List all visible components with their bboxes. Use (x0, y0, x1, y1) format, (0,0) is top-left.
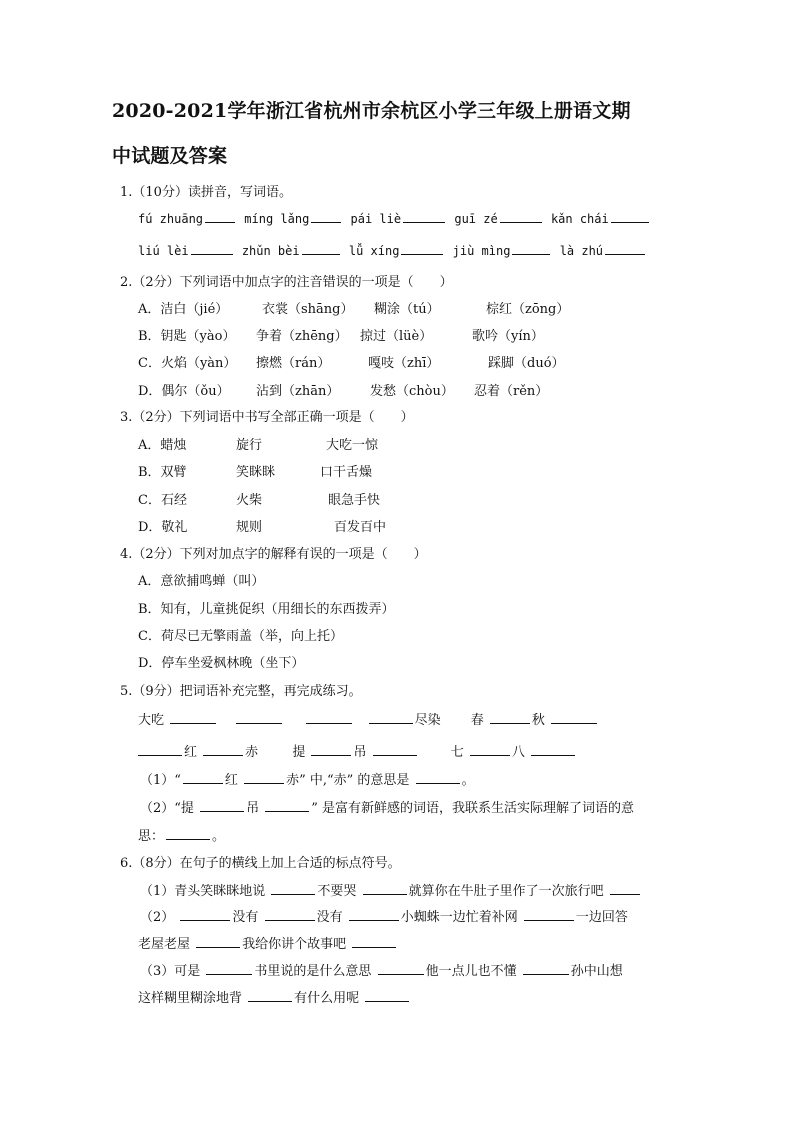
answer-blank[interactable] (605, 244, 645, 255)
idiom-part: 春 (470, 713, 484, 728)
text: 小蜘蛛一边忙着补网 (400, 910, 518, 925)
idiom-part: 红 (184, 745, 198, 760)
pinyin-item: jiù mìng (452, 244, 511, 258)
text: 没有 (316, 910, 343, 925)
option-item: 歌吟（yín） (472, 329, 544, 344)
text: 书里说的是什么意思 (254, 964, 372, 979)
q5-sub2-cont (138, 825, 225, 844)
answer-blank[interactable] (524, 910, 574, 921)
text: （1）“ (140, 773, 181, 788)
idiom-part: 七 (450, 745, 464, 760)
option-item: C．火焰（yàn） (138, 356, 237, 371)
option-item: 擦燃（rán） (256, 356, 331, 371)
option-item: 大吃一惊 (326, 438, 379, 453)
idiom-part: 尽染 (414, 713, 441, 728)
answer-blank[interactable] (490, 713, 530, 724)
answer-blank[interactable] (352, 937, 396, 948)
text: 吊 (246, 801, 260, 816)
text: ” 是富有新鲜感的词语，我联系生活实际理解了词语的意 (311, 801, 634, 816)
q3-option-c[interactable] (138, 489, 380, 508)
pinyin-item: kǎn chái (550, 212, 609, 226)
pinyin-item: guī zé (454, 212, 498, 226)
text: 。 (461, 773, 475, 788)
text: （1）青头笑眯眯地说 (140, 884, 266, 899)
answer-blank[interactable] (523, 964, 569, 975)
q2-option-c[interactable] (138, 352, 565, 371)
answer-blank[interactable] (416, 773, 460, 784)
q3-option-d[interactable] (138, 516, 386, 535)
text: 赤” 中,“赤” 的意思是 (286, 773, 410, 788)
text: （2） (140, 910, 175, 925)
answer-blank[interactable] (311, 212, 341, 223)
pinyin-item: pái liè (350, 212, 402, 226)
text: 就算你在牛肚子里作了一次旅行吧 (408, 884, 604, 899)
answer-blank[interactable] (349, 910, 399, 921)
q4-option-d[interactable]: D．停车坐爱枫林晚（坐下） (138, 656, 305, 671)
idiom-part: 八 (511, 745, 525, 760)
answer-blank[interactable] (205, 212, 235, 223)
answer-blank[interactable] (531, 745, 575, 756)
text: 不要哭 (317, 884, 357, 899)
q4-option-b[interactable]: B．知有，儿童挑促织（用细长的东西拨弄） (138, 602, 395, 617)
idiom-part: 吊 (353, 745, 367, 760)
q1-heading: 1.（10分）读拼音，写词语。 (120, 185, 292, 200)
option-item: C．石经 (138, 493, 187, 508)
q5-sub2 (140, 797, 634, 816)
answer-blank[interactable] (610, 884, 640, 895)
answer-blank[interactable] (378, 964, 424, 975)
q2-option-d[interactable] (138, 380, 548, 399)
answer-blank[interactable] (170, 713, 216, 724)
pinyin-item: zhǔn bèi (241, 244, 300, 258)
text: 。 (212, 829, 226, 844)
answer-blank[interactable] (611, 212, 649, 223)
text: 他一点儿也不懂 (425, 964, 517, 979)
option-item: 沾到（zhān） (256, 384, 340, 399)
answer-blank[interactable] (244, 773, 284, 784)
q6-line3 (138, 933, 398, 952)
answer-blank[interactable] (363, 884, 407, 895)
answer-blank[interactable] (365, 991, 409, 1002)
option-item: 笑眯眯 (236, 465, 276, 480)
option-item: 口干舌燥 (320, 465, 373, 480)
q6-line4 (140, 960, 623, 979)
answer-blank[interactable] (369, 713, 413, 724)
answer-blank[interactable] (512, 244, 550, 255)
idiom-part: 秋 (531, 713, 545, 728)
option-item: 掠过（lüè） (360, 329, 433, 344)
answer-blank[interactable] (138, 745, 182, 756)
answer-blank[interactable] (265, 801, 309, 812)
pinyin-item: liú lèi (138, 244, 189, 258)
idiom-part: 大吃 (138, 713, 165, 728)
text: 孙中山想 (570, 964, 623, 979)
answer-blank[interactable] (265, 910, 315, 921)
exam-title-line2: 中试题及答案 (112, 145, 228, 167)
answer-blank[interactable] (271, 884, 315, 895)
answer-blank[interactable] (236, 713, 282, 724)
text: 思： (138, 829, 165, 844)
option-item: D．偶尔（ǒu） (138, 384, 230, 399)
q4-option-c[interactable]: C．荷尽已无擎雨盖（举，向上托） (138, 629, 343, 644)
q4-heading: 4.（2分）下列对加点字的解释有误的一项是（ ） (120, 547, 427, 562)
option-item: 规则 (236, 520, 263, 535)
option-item: 踩脚（duó） (488, 356, 565, 371)
q3-option-b[interactable] (138, 461, 372, 480)
idiom-part: 提 (292, 745, 306, 760)
text: 没有 (232, 910, 259, 925)
q4-option-a[interactable]: A．意欲捕鸣蝉（叫） (138, 574, 265, 589)
option-item: 争着（zhēng） (256, 329, 348, 344)
text: 我给你讲个故事吧 (242, 937, 347, 952)
answer-blank[interactable] (196, 937, 240, 948)
q2-option-b[interactable] (138, 325, 544, 344)
q3-option-a[interactable] (138, 434, 378, 453)
q5-row1 (138, 709, 599, 728)
text: 有什么用呢 (294, 991, 360, 1006)
answer-blank[interactable] (191, 244, 233, 255)
q6-heading: 6.（8分）在句子的横线上加上合适的标点符号。 (120, 856, 401, 871)
exam-title-line1: 2020-2021学年浙江省杭州市余杭区小学三年级上册语文期 (112, 100, 631, 122)
option-item: A．蜡烛 (138, 438, 187, 453)
option-item: 百发百中 (334, 520, 387, 535)
option-item: 嘎吱（zhī） (368, 356, 440, 371)
text: （2）“提 (140, 801, 194, 816)
answer-blank[interactable] (403, 212, 445, 223)
pinyin-item: fú zhuāng (138, 212, 204, 226)
pinyin-item: lǚ xíng (348, 244, 400, 258)
answer-blank[interactable] (203, 745, 243, 756)
option-item: A．洁白（jié） (138, 302, 229, 317)
answer-blank[interactable] (470, 745, 510, 756)
q6-line5 (138, 987, 411, 1006)
q6-line2 (140, 906, 628, 925)
q5-heading: 5.（9分）把词语补充完整，再完成练习。 (120, 684, 362, 699)
answer-blank[interactable] (302, 244, 340, 255)
option-item: 火柴 (236, 493, 263, 508)
text: 这样糊里糊涂地背 (138, 991, 243, 1006)
option-item: 糊涂（tú） (374, 302, 440, 317)
pinyin-item: míng lǎng (244, 212, 310, 226)
option-item: 眼急手快 (328, 493, 381, 508)
q5-sub1 (140, 769, 475, 788)
option-item: 棕红（zōng） (486, 302, 570, 317)
answer-blank[interactable] (200, 801, 244, 812)
answer-blank[interactable] (500, 212, 542, 223)
answer-blank[interactable] (248, 991, 292, 1002)
answer-blank[interactable] (551, 713, 597, 724)
answer-blank[interactable] (311, 745, 351, 756)
answer-blank[interactable] (373, 745, 417, 756)
answer-blank[interactable] (180, 910, 230, 921)
idiom-part: 赤 (245, 745, 259, 760)
option-item: 忍着（rěn） (474, 384, 549, 399)
option-item: 旋行 (236, 438, 263, 453)
q1-pinyin-row2 (138, 244, 647, 258)
option-item: B．双臂 (138, 465, 187, 480)
answer-blank[interactable] (206, 964, 252, 975)
q5-row2 (138, 741, 577, 760)
answer-blank[interactable] (183, 773, 223, 784)
answer-blank[interactable] (166, 829, 210, 840)
text: 红 (224, 773, 238, 788)
answer-blank[interactable] (401, 244, 443, 255)
q6-line1 (140, 880, 642, 899)
q2-option-a[interactable] (138, 298, 569, 317)
text: 一边回答 (575, 910, 628, 925)
q1-pinyin-row1 (138, 212, 651, 226)
option-item: D．敬礼 (138, 520, 188, 535)
text: （3）可是 (140, 964, 201, 979)
q2-heading: 2.（2分）下列词语中加点字的注音错误的一项是（ ） (120, 275, 453, 290)
answer-blank[interactable] (306, 713, 352, 724)
pinyin-item: là zhú (559, 244, 604, 258)
text: 老屋老屋 (138, 937, 191, 952)
option-item: B．钥匙（yào） (138, 329, 236, 344)
q3-heading: 3.（2分）下列词语中书写全部正确一项是（ ） (120, 410, 414, 425)
option-item: 衣裳（shāng） (262, 302, 354, 317)
option-item: 发愁（chòu） (370, 384, 454, 399)
